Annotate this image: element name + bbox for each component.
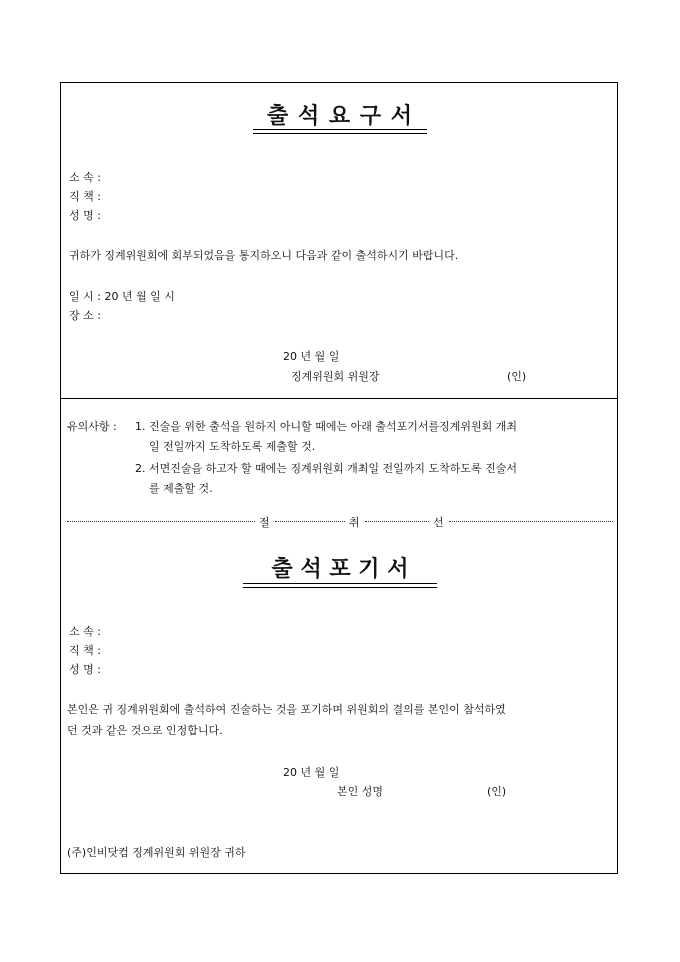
waiver-title: 출 석 포 기 서 bbox=[271, 556, 409, 582]
cut-line-char-2: 취 bbox=[349, 516, 360, 529]
request-seal: (인) bbox=[507, 370, 527, 383]
cut-line-dots-4 bbox=[449, 521, 613, 522]
form-frame bbox=[60, 82, 618, 874]
request-affiliation-field: 소 속 : bbox=[69, 171, 101, 184]
cut-line-dots-3 bbox=[365, 521, 429, 522]
notes-label: 유의사항 : bbox=[67, 420, 117, 433]
request-datetime: 일 시 : 20 년 월 일 시 bbox=[69, 290, 175, 303]
notes-item-2-line-1: 2. 서면진술을 하고자 할 때에는 징계위원회 개최일 전일까지 도착하도록 진술서 bbox=[135, 462, 517, 475]
request-position-field: 직 책 : bbox=[69, 190, 101, 203]
request-name-field: 성 명 : bbox=[69, 209, 101, 222]
request-date-line: 20 년 월 일 bbox=[283, 350, 340, 363]
notes-item-2-line-2: 를 제출할 것. bbox=[149, 482, 213, 495]
cut-line-dots-1 bbox=[67, 521, 255, 522]
cut-line bbox=[67, 514, 613, 530]
waiver-title-underline bbox=[243, 583, 437, 588]
cut-line-char-3: 선 bbox=[433, 516, 444, 529]
section-divider bbox=[61, 398, 617, 399]
waiver-signer: 본인 성명 bbox=[337, 785, 384, 798]
request-signer: 징계위원회 위원장 bbox=[291, 370, 380, 383]
waiver-affiliation-field: 소 속 : bbox=[69, 625, 101, 638]
waiver-statement-line-2: 던 것과 같은 것으로 인정합니다. bbox=[67, 724, 223, 737]
waiver-position-field: 직 책 : bbox=[69, 644, 101, 657]
waiver-name-field: 성 명 : bbox=[69, 663, 101, 676]
cut-line-char-1: 절 bbox=[259, 516, 270, 529]
cut-line-dots-2 bbox=[275, 521, 345, 522]
notes-item-1-line-2: 일 전일까지 도착하도록 제출할 것. bbox=[149, 440, 316, 453]
request-title-underline bbox=[253, 129, 427, 134]
waiver-addressee: (주)인비닷컴 징계위원회 위원장 귀하 bbox=[67, 846, 246, 859]
request-title: 출 석 요 구 서 bbox=[267, 103, 413, 129]
request-place: 장 소 : bbox=[69, 309, 101, 322]
request-notice: 귀하가 징계위원회에 회부되었음을 통지하오니 다음과 같이 출석하시기 바랍니다. bbox=[69, 249, 459, 262]
waiver-date-line: 20 년 월 일 bbox=[283, 766, 340, 779]
waiver-statement-line-1: 본인은 귀 징계위원회에 출석하여 진술하는 것을 포기하며 위원회의 결의를 본인이 참석하였 bbox=[67, 703, 506, 716]
notes-item-1-line-1: 1. 진술을 위한 출석을 원하지 아니할 때에는 아래 출석포기서를징계위원회 개최 bbox=[135, 420, 517, 433]
waiver-seal: (인) bbox=[487, 785, 507, 798]
